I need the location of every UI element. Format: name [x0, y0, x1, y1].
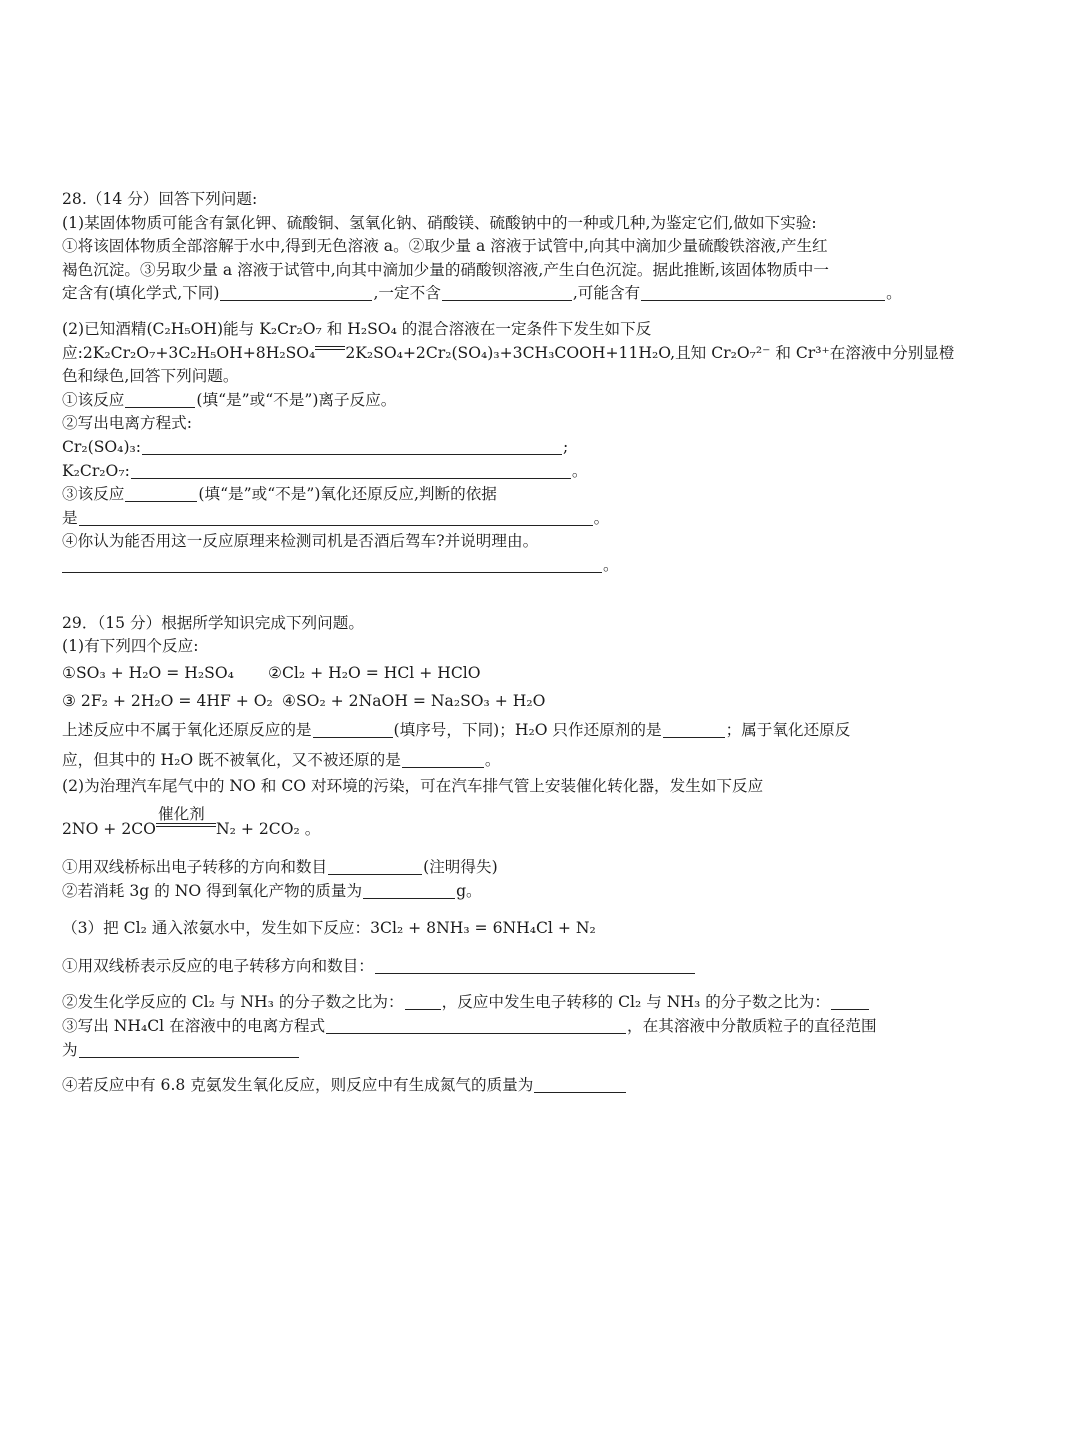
formula-label-cr2so43: Cr₂(SO₄)₃:: [62, 437, 142, 456]
q28-part1-intro: (1)某固体物质可能含有氯化钾、硫酸铜、氢氧化钠、硝酸镁、硫酸钠中的一种或几种,为鉴定它们,做如下实验:: [62, 213, 817, 232]
equation-reactants: 应:2K₂Cr₂O₇+3C₂H₅OH+8H₂SO₄: [62, 343, 316, 362]
q29-part1-question2: [62, 745, 962, 775]
q29-reactions-row1: [62, 659, 962, 687]
answer-blank-redox-basis[interactable]: [79, 509, 593, 526]
q29-part3-q2-label: ②发生化学反应的 Cl₂ 与 NH₃ 的分子数之比为：: [62, 993, 404, 1012]
equation-products: 2K₂SO₄+2Cr₂(SO₄)₃+3CH₃COOH+11H₂O,且知 Cr₂O₇²⁻ 和 Cr³⁺在溶液中分别显橙: [345, 343, 955, 362]
period: 。: [593, 508, 610, 527]
semicolon: ;: [563, 437, 569, 456]
q29-part1-reductant-label: (填序号，下同)；H₂O 只作还原剂的是: [393, 720, 662, 739]
q28-part2-q1-hint: (填“是”或“不是”)离子反应。: [196, 390, 397, 409]
q28-part2-q4-answer: [62, 554, 962, 578]
catalyst-label: 催化剂: [157, 805, 205, 824]
q29-part2-intro: (2)为治理汽车尾气中的 NO 和 CO 对环境的污染，可在汽车排气管上安装催化转化器，发生如下反应: [62, 776, 764, 795]
answer-blank-ionization-cr2so43[interactable]: [142, 438, 562, 455]
answer-blank-ionization-k2cr2o7[interactable]: [131, 462, 571, 479]
q28-part2-line1: (2)已知酒精(C₂H₅OH)能与 K₂Cr₂O₇ 和 H₂SO₄ 的混合溶液在一定条件下发生如下反: [62, 319, 652, 338]
q28-part2-q3-hint: (填“是”或“不是”)氧化还原反应,判断的依据: [198, 485, 497, 504]
q29-part3-q1: [62, 953, 962, 979]
q29-part3-q4-label: ④若反应中有 6.8 克氨发生氧化反应，则反应中有生成氮气的质量为: [62, 1076, 534, 1095]
q29-part2-q1-hint: (注明得失): [423, 858, 498, 877]
reaction-3: ③ 2F₂ + 2H₂O = 4HF + O₂: [62, 691, 273, 710]
q28-part1-line3: 褐色沉淀。③另取少量 a 溶液于试管中,向其中滴加少量的硝酸钡溶液,产生白色沉淀。据此推断,该固体物质中一: [62, 260, 829, 279]
answer-blank-water-neither[interactable]: [402, 751, 484, 768]
reaction-4: ④SO₂ + 2NaOH = Na₂SO₃ + H₂O: [282, 691, 546, 710]
q29-part3-q3-range-label: 为: [62, 1040, 78, 1059]
q29-header: 29．（15 分）根据所学知识完成下列问题。: [62, 613, 364, 632]
q29-part2-equation: [62, 805, 962, 844]
q28-part1-may-contain-label: ,可能含有: [572, 284, 641, 303]
q28-part2-q2-b: [62, 460, 962, 484]
answer-blank-must-contain[interactable]: [220, 284, 372, 301]
answer-blank-water-reductant[interactable]: [663, 721, 725, 738]
q28-part2-line3: 色和绿色,回答下列问题。: [62, 367, 239, 386]
reaction-2: ②Cl₂ + H₂O = HCl + HClO: [268, 663, 481, 682]
q28-part1-must-contain-label: 定含有(填化学式,下同): [62, 284, 220, 303]
answer-blank-electron-transfer[interactable]: [328, 858, 422, 875]
answer-blank-nh4cl-ionization[interactable]: [326, 1017, 626, 1034]
answer-blank-molecule-ratio[interactable]: [405, 993, 441, 1010]
q29-part2-q2-label: ②若消耗 3g 的 NO 得到氧化产物的质量为: [62, 881, 363, 900]
q29-part3-intro: （3）把 Cl₂ 通入浓氨水中，发生如下反应：3Cl₂ + 8NH₃ = 6NH₄Cl + N₂: [62, 919, 596, 938]
answer-blank-redox-reaction[interactable]: [125, 485, 197, 502]
equals-sign: [315, 344, 345, 358]
q28-part1-must-not-label: ,一定不含: [373, 284, 441, 303]
q29-part3-q2: [62, 991, 962, 1015]
answer-blank-double-bridge[interactable]: [375, 957, 695, 974]
catalyst-arrow: [156, 805, 216, 836]
period: 。: [484, 750, 501, 769]
reaction-1: ①SO₃ + H₂O = H₂SO₄: [62, 663, 234, 682]
q29-part3-q3-label2: ，在其溶液中分散质粒子的直径范围: [627, 1017, 877, 1036]
q28-part2-q1-label: ①该反应: [62, 390, 125, 409]
q29-part2-q1-label: ①用双线桥标出电子转移的方向和数目: [62, 858, 328, 877]
q28-part2-equation: [62, 342, 962, 366]
answer-blank-particle-diameter[interactable]: [79, 1041, 299, 1058]
q28-part2-q1: [62, 389, 962, 413]
q29-part1-redox-label: ；属于氧化还原反: [725, 720, 851, 739]
q28-part2-q3: [62, 483, 962, 507]
answer-blank-nonredox[interactable]: [313, 721, 393, 738]
q29-part1-neither-label: 应，但其中的 H₂O 既不被氧化，又不被还原的是: [62, 750, 401, 769]
formula-label-k2cr2o7: K₂Cr₂O₇:: [62, 461, 130, 480]
answer-blank-ionic-reaction[interactable]: [125, 391, 195, 408]
answer-blank-nitrogen-mass[interactable]: [534, 1076, 626, 1093]
period: 。: [603, 555, 619, 574]
equation-products: N₂ + 2CO₂ 。: [215, 820, 321, 839]
q29-part1-intro: (1)有下列四个反应:: [62, 637, 199, 656]
answer-blank-drunk-driving[interactable]: [62, 556, 602, 573]
answer-blank-must-not-contain[interactable]: [442, 284, 572, 301]
answer-blank-oxidation-product-mass[interactable]: [363, 882, 455, 899]
q28-header: 28.（14 分）回答下列问题:: [62, 190, 258, 208]
q29-part1-question: [62, 715, 962, 745]
q28-part1-line4: [62, 282, 962, 306]
answer-blank-transfer-ratio[interactable]: [831, 993, 869, 1010]
q29-part3-q3-label: ③写出 NH₄Cl 在溶液中的电离方程式: [62, 1017, 326, 1036]
answer-blank-may-contain[interactable]: [641, 284, 885, 301]
q29-part3-q4: [62, 1074, 962, 1098]
period: 。: [571, 461, 588, 480]
equation-reactants: 2NO + 2CO: [62, 820, 156, 839]
worksheet: [62, 188, 962, 1098]
q28-part2-q3-label: ③该反应: [62, 485, 125, 504]
q29-part3-q3-range: [62, 1039, 962, 1063]
q29-part1-nonredox-label: 上述反应中不属于氧化还原反应的是: [62, 720, 312, 739]
q29-reactions-row2: [62, 687, 962, 715]
q28-part1-line2: ①将该固体物质全部溶解于水中,得到无色溶液 a。②取少量 a 溶液于试管中,向其中滴加少量硫酸铁溶液,产生红: [62, 237, 828, 256]
q29-part3-q2-label2: ，反应中发生电子转移的 Cl₂ 与 NH₃ 的分子数之比为：: [441, 993, 830, 1012]
q29-part3-q3: [62, 1015, 962, 1039]
q29-part3-q1-label: ①用双线桥表示反应的电子转移方向和数目：: [62, 957, 374, 976]
q28-part2-q3-basis: [62, 507, 962, 531]
q28-part2-q3-basis-label: 是: [62, 508, 78, 527]
q28-part1-period: 。: [886, 284, 902, 303]
q29-part2-q1: [62, 856, 962, 880]
unit-g: g。: [456, 881, 482, 900]
q29-part2-q2: [62, 880, 962, 904]
q28-part2-q2-a: [62, 436, 962, 460]
q28-part2-q4: ④你认为能否用这一反应原理来检测司机是否酒后驾车?并说明理由。: [62, 532, 539, 551]
q28-part2-q2: ②写出电离方程式:: [62, 414, 193, 433]
